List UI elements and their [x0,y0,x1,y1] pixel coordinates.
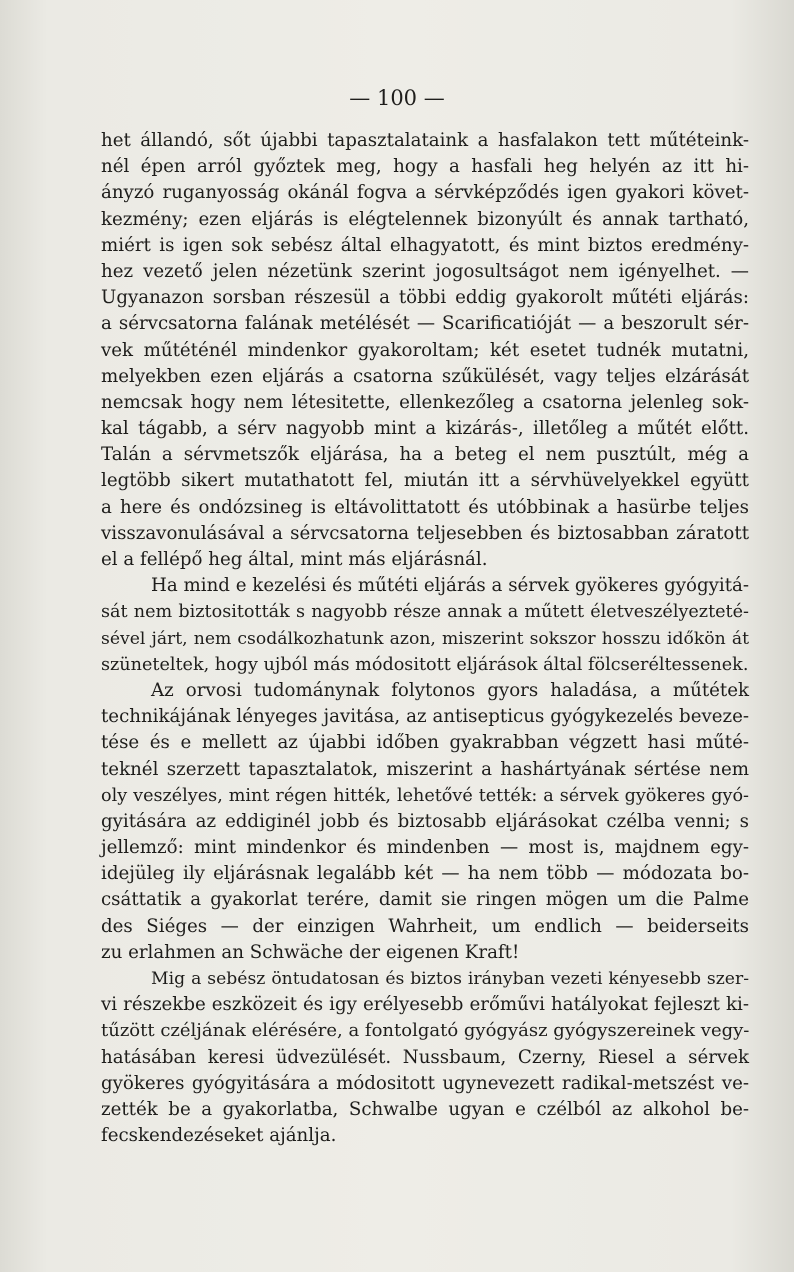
text-line: oly veszélyes, mint régen hitték, lehetővé tették: a sérvek gyökeres gyó- [101,785,749,806]
text-line: tése és e mellett az újabbi időben gyakrabban végzett hasi műté- [101,732,749,754]
text-line: csáttatik a gyakorlat terére, damit sie ringen mögen um die Palme [101,889,749,911]
text-line: hatásában keresi üdvezülését. Nussbaum, Czerny, Riesel a sérvek [101,1046,749,1068]
text-line: het állandó, sőt újabbi tapasztalataink a hasfalakon tett műtéteink- [101,130,749,151]
text-line: legtöbb sikert mutathatott fel, miután itt a sérvhüvelyekkel együtt [101,470,749,492]
text-line: sát nem biztositották s nagyobb része annak a műtett életveszélyezteté- [101,602,749,623]
text-line: hez vezető jelen nézetünk szerint jogosultságot nem igényelhet. — [101,260,749,282]
text-line: miért is igen sok sebész által elhagyatott, és mint biztos eredmény- [101,234,749,256]
text-line: zették be a gyakorlatba, Schwalbe ugyan e czélból az alkohol be- [101,1098,749,1120]
text-line: idejüleg ily eljárásnak legalább két — ha nem több — módozata bo- [101,863,749,885]
text-line: el a fellépő heg által, mint más eljárásnál. [101,549,488,570]
text-line: des Siéges — der einzigen Wahrheit, um endlich — beiderseits [101,915,749,937]
text-line: fecskendezéseket ajánlja. [101,1125,337,1147]
text-line: Talán a sérvmetszők eljárása, ha a beteg el nem pusztúlt, még a [101,444,749,466]
text-line: Mig a sebész öntudatosan és biztos irányban vezeti kényesebb szer- [151,969,749,989]
text-line: gyökeres gyógyitására a módositott ugynevezett radikal-metszést ve- [101,1072,749,1094]
text-line: sével járt, nem csodálkozhatunk azon, miszerint sokszor hosszu időkön át [101,628,749,649]
text-line: teknél szerzett tapasztalatok, miszerint a hashártyának sértése nem [101,758,749,780]
text-line: nél épen arról győztek meg, hogy a hasfali heg helyén az itt hi- [101,156,749,178]
text-line: tűzött czéljának elérésére, a fontolgató gyógyász gyógyszereinek vegy- [101,1020,750,1042]
text-line: zu erlahmen an Schwäche der eigenen Kraft! [101,941,520,963]
text-line: Ha mind e kezelési és műtéti eljárás a sérvek gyökeres gyógyitá- [151,575,749,597]
text-line: Ugyanazon sorsban részesül a többi eddig gyakorolt műtéti eljárás: [101,287,749,309]
text-line: szüneteltek, hogy ujból más módositott eljárások által fölcseréltessenek. [101,654,749,675]
text-line: vi részekbe eszközeit és igy erélyesebb erőművi hatályokat fejleszt ki- [101,994,749,1016]
text-line: melyekben ezen eljárás a csatorna szűkülését, vagy teljes elzárását [101,365,749,387]
text-line: a here és ondózsineg is eltávolittatott és utóbbinak a hasürbe teljes [101,496,749,518]
text-line: jellemző: mint mindenkor és mindenben — most is, majdnem egy- [101,837,749,859]
text-line: a sérvcsatorna falának metélését — Scarificatióját — a beszorult sér- [101,313,749,335]
text-line: technikájának lényeges javitása, az antisepticus gyógykezelés beveze- [101,706,749,728]
text-line: ányzó ruganyosság okánál fogva a sérvképződés igen gyakori követ- [101,182,749,204]
text-line: nemcsak hogy nem létesitette, ellenkezőleg a csatorna jelenleg sok- [101,391,749,413]
text-line: kal tágabb, a sérv nagyobb mint a kizárás-, illetőleg a műtét előtt. [101,418,749,440]
text-line: Az orvosi tudománynak folytonos gyors haladása, a műtétek [151,679,749,701]
text-line: gyitására az eddiginél jobb és biztosabb eljárásokat czélba venni; s [101,810,749,832]
text-line: vek műtéténél mindenkor gyakoroltam; két esetet tudnék mutatni, [101,339,749,361]
text-line: kezmény; ezen eljárás is elégtelennek bizonyúlt és annak tartható, [101,208,749,230]
text-line: visszavonulásával a sérvcsatorna teljesebben és biztosabban záratott [101,522,749,544]
page-number: — 100 — [349,86,445,110]
body-text [101,128,749,1149]
